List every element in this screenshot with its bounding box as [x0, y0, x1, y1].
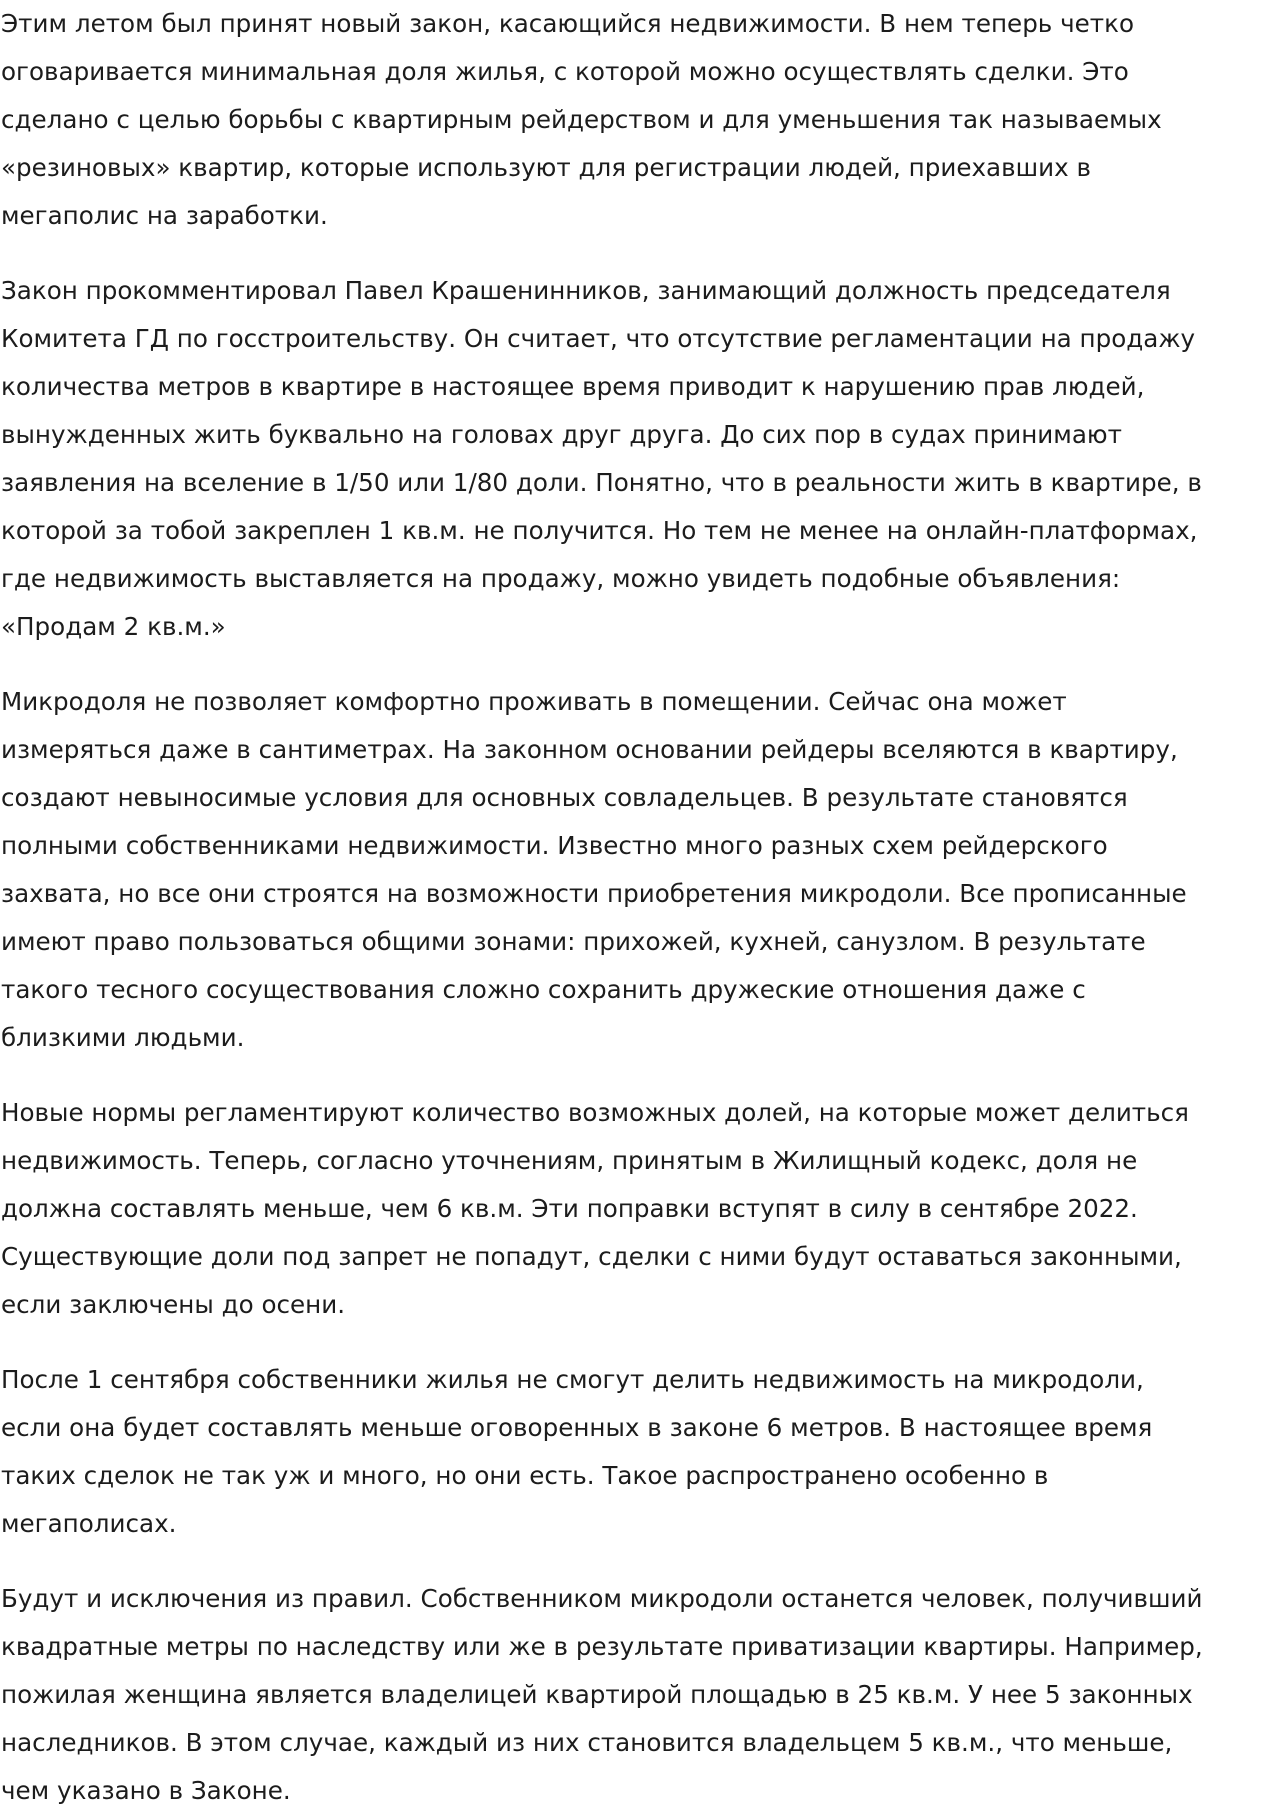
text-line: Существующие доли под запрет не попадут, сделки с ними будут оставаться законными,: [1, 1242, 1182, 1271]
text-line: если она будет составлять меньше оговоренных в законе 6 метров. В настоящее время: [1, 1413, 1153, 1442]
paragraph-3: [1, 678, 1270, 1062]
text-line: Комитета ГД по госстроительству. Он считает, что отсутствие регламентации на продажу: [1, 324, 1196, 353]
text-line: которой за тобой закреплен 1 кв.м. не получится. Но тем не менее на онлайн-платформах,: [1, 516, 1198, 545]
paragraph-5: [1, 1356, 1270, 1548]
text-line: мегаполис на заработки.: [1, 201, 328, 230]
text-line: должна составлять меньше, чем 6 кв.м. Эти поправки вступят в силу в сентябре 2022.: [1, 1194, 1138, 1223]
text-line: измеряться даже в сантиметрах. На законном основании рейдеры вселяются в квартиру,: [1, 735, 1178, 764]
text-line: «Продам 2 кв.м.»: [1, 612, 226, 641]
text-line: оговаривается минимальная доля жилья, с которой можно осуществлять сделки. Это: [1, 57, 1129, 86]
text-line: Этим летом был принят новый закон, касающийся недвижимости. В нем теперь четко: [1, 9, 1135, 38]
text-line: недвижимость. Теперь, согласно уточнениям, принятым в Жилищный кодекс, доля не: [1, 1146, 1138, 1175]
text-line: количества метров в квартире в настоящее время приводит к нарушению прав людей,: [1, 372, 1145, 401]
text-line: Будут и исключения из правил. Собственником микродоли останется человек, получивший: [1, 1584, 1203, 1613]
text-line: пожилая женщина является владелицей квартирой площадью в 25 кв.м. У нее 5 законных: [1, 1680, 1193, 1709]
text-line: имеют право пользоваться общими зонами: прихожей, кухней, санузлом. В результате: [1, 927, 1146, 956]
text-line: наследников. В этом случае, каждый из них становится владельцем 5 кв.м., что меньше,: [1, 1728, 1173, 1757]
text-line: сделано с целью борьбы с квартирным рейдерством и для уменьшения так называемых: [1, 105, 1162, 134]
text-line: близкими людьми.: [1, 1023, 245, 1052]
text-line: создают невыносимые условия для основных совладельцев. В результате становятся: [1, 783, 1128, 812]
text-line: заявления на вселение в 1/50 или 1/80 доли. Понятно, что в реальности жить в квартире, в: [1, 468, 1202, 497]
text-line: квадратные метры по наследству или же в результате приватизации квартиры. Например,: [1, 1632, 1203, 1661]
text-line: где недвижимость выставляется на продажу, можно увидеть подобные объявления:: [1, 564, 1121, 593]
paragraph-2: [1, 267, 1270, 651]
text-line: чем указано в Законе.: [1, 1776, 291, 1805]
text-line: Микродоля не позволяет комфортно проживать в помещении. Сейчас она может: [1, 687, 1067, 716]
paragraph-4: [1, 1089, 1270, 1329]
text-line: если заключены до осени.: [1, 1290, 346, 1319]
text-line: таких сделок не так уж и много, но они есть. Такое распространено особенно в: [1, 1461, 1049, 1490]
text-line: «резиновых» квартир, которые используют для регистрации людей, приехавших в: [1, 153, 1091, 182]
paragraph-6: [1, 1575, 1270, 1815]
text-line: Новые нормы регламентируют количество возможных долей, на которые может делиться: [1, 1098, 1189, 1127]
text-line: После 1 сентября собственники жилья не смогут делить недвижимость на микродоли,: [1, 1365, 1144, 1394]
text-line: Закон прокомментировал Павел Крашенинников, занимающий должность председателя: [1, 276, 1171, 305]
paragraph-1: [1, 0, 1270, 240]
text-line: полными собственниками недвижимости. Известно много разных схем рейдерского: [1, 831, 1108, 860]
text-line: вынужденных жить буквально на головах друг друга. До сих пор в судах принимают: [1, 420, 1122, 449]
text-line: такого тесного сосуществования сложно сохранить дружеские отношения даже с: [1, 975, 1086, 1004]
text-line: мегаполисах.: [1, 1509, 177, 1538]
text-line: захвата, но все они строятся на возможности приобретения микродоли. Все прописанные: [1, 879, 1187, 908]
